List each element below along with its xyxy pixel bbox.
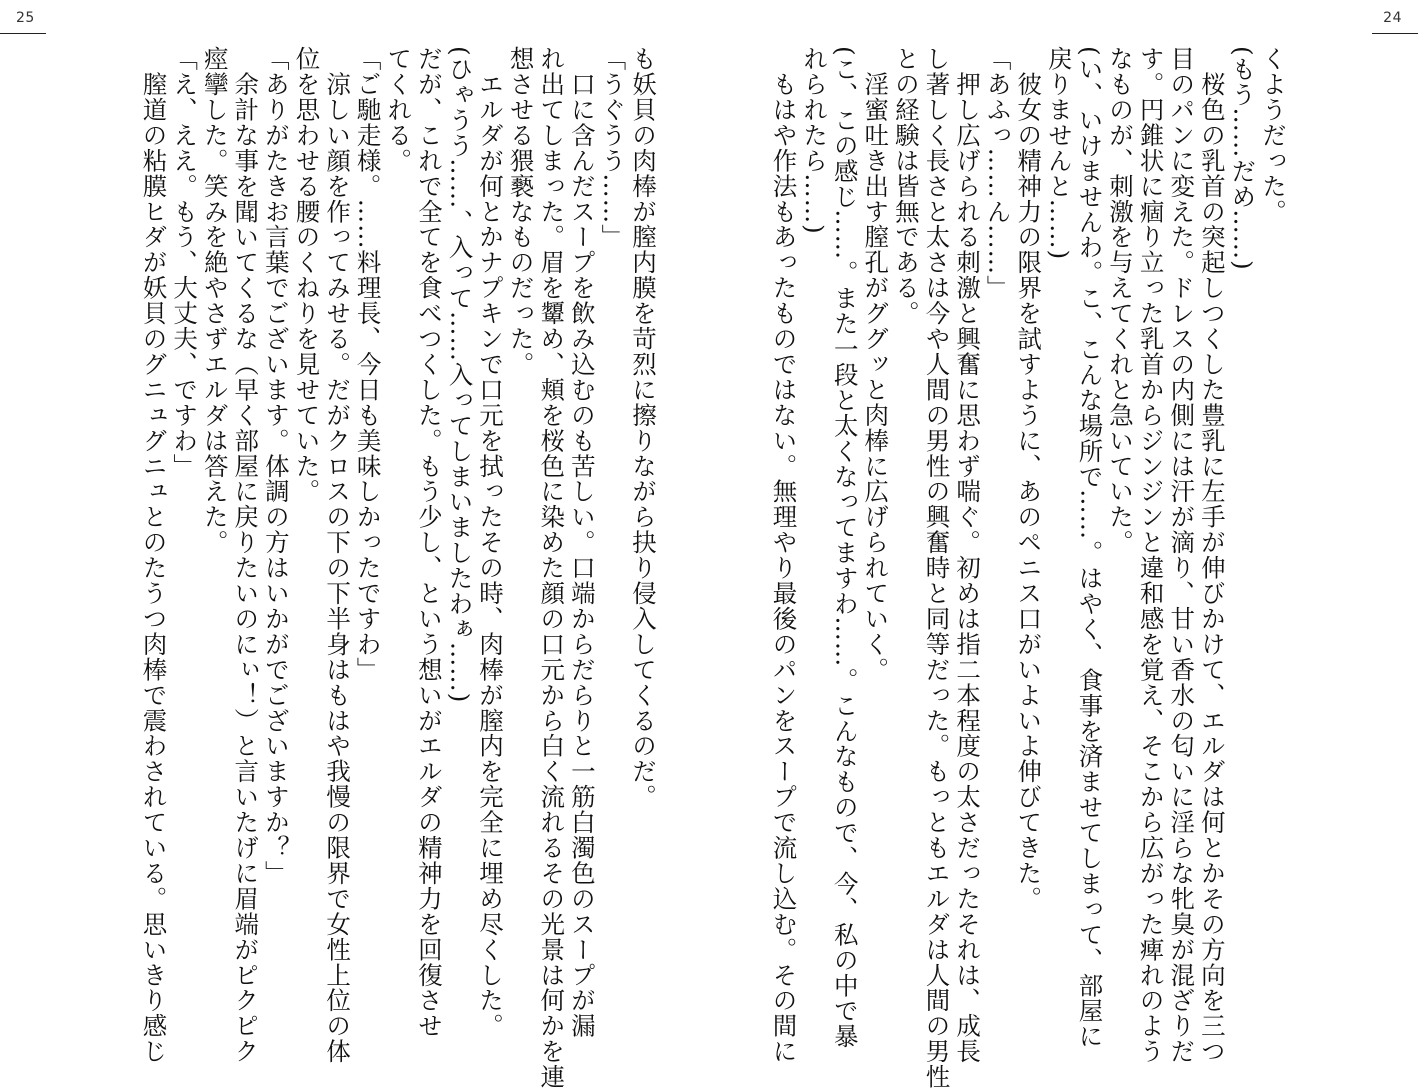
text-line: (こ、この感じ……。また一段と太くなってますわ……。こんなもので、今、私の中で暴 xyxy=(830,46,860,1050)
text-line: (い、いけませんわ。こ、こんな場所で……。はやく、食事を済ませてしまって、部屋に xyxy=(1075,46,1105,1050)
text-line: エルダが何とかナプキンで口元を拭ったその時、肉棒が膣内を完全に埋め尽くした。 xyxy=(476,46,506,1039)
text-line: も妖貝の肉棒が膣内膜を苛烈に擦りながら抉り侵入してくるのだ。 xyxy=(629,46,658,810)
text-line: 目のパンに変えた。ドレスの内側には汗が滴り、甘い香水の匂いに淫らな牝臭が混ざりだ xyxy=(1167,46,1197,1065)
text-line: 余計な事を聞いてくるな（早く部屋に戻りたいのにぃ！）と言いたげに眉端がピクピク xyxy=(231,46,261,1064)
text-line: くようだった。 xyxy=(1259,46,1288,225)
text-line: 想させる猥褻なものだった。 xyxy=(506,46,536,377)
text-line: (もう……だめ……) xyxy=(1228,46,1258,271)
text-line: 桜色の乳首の突起しつくした豊乳に左手が伸びかけて、エルダは何とかその方向を三つ xyxy=(1197,46,1227,1064)
page-number-left: 25 xyxy=(16,10,35,26)
text-line: 「ありがたきお言葉でございます。体調の方はいかがでございますか？」 xyxy=(261,46,291,886)
page-24-body-text xyxy=(769,46,1288,1089)
text-line: 痙攣した。笑みを絶やさずエルダは答えた。 xyxy=(200,46,230,555)
header-divider-right xyxy=(1372,33,1418,34)
header-divider-left xyxy=(0,33,46,34)
text-line: し著しく長さと太さは今や人間の男性の興奮時と同等だった。もっともエルダは人間の男性 xyxy=(922,46,952,1089)
page-number-right: 24 xyxy=(1383,10,1402,26)
text-line: れ出てしまった。眉を顰め、頬を桜色に染めた顔の口元から白く流れるその光景は何かを連 xyxy=(537,46,567,1089)
text-line: 「ご馳走様。……料理長、今日も美味しかったですわ」 xyxy=(353,46,383,683)
text-line: との経験は皆無である。 xyxy=(891,46,921,326)
text-line: 淫蜜吐き出す膣孔がググッと肉棒に広げられていく。 xyxy=(861,46,891,683)
text-line: 押し広げられる刺激と興奮に思わず喘ぐ。初めは指二本程度の太さだったそれは、成長 xyxy=(953,46,983,1064)
text-line: 位を思わせる腰のくねりを見せていた。 xyxy=(292,46,322,505)
text-line: 彼女の精神力の限界を試すように、あのペニス口がいよいよ伸びてきた。 xyxy=(1014,46,1044,912)
text-line: だが、これで全てを食べつくした。もう少し、という想いがエルダの精神力を回復させ xyxy=(414,46,444,1039)
text-line: もはや作法もあったものではない。無理やり最後のパンをスープで流し込む。その間に xyxy=(769,46,799,1064)
text-line: 「え、ええ。もう、大丈夫、ですわ」 xyxy=(170,46,200,479)
text-line: 膣道の粘膜ヒダが妖貝のグニュグニュとのたうつ肉棒で震わされている。思いきり感じ xyxy=(139,46,169,1064)
text-line: 口に含んだスープを飲み込むのも苦しい。口端からだらりと一筋白濁色のスープが漏 xyxy=(567,46,597,1039)
text-line: 戻りませんと……) xyxy=(1044,46,1074,261)
text-line: てくれる。 xyxy=(384,46,414,174)
text-line: れられたら……) xyxy=(800,46,830,235)
text-line: 涼しい顔を作ってみせる。だがクロスの下の下半身はもはや我慢の限界で女性上位の体 xyxy=(323,46,353,1064)
text-line: (ひゃうう……、入って……入ってしまいましたわぁ……) xyxy=(445,46,475,704)
text-line: なものが、刺激を与えてくれと急いていた。 xyxy=(1106,46,1136,555)
text-line: 「あふっ……ん……」 xyxy=(983,46,1013,301)
page-25-body-text xyxy=(58,46,658,1089)
text-line: 「うぐうう……」 xyxy=(598,46,628,250)
text-line: す。円錐状に痼り立った乳首からジンジンと違和感を覚え、そこから広がった痺れのよう xyxy=(1136,46,1166,1064)
